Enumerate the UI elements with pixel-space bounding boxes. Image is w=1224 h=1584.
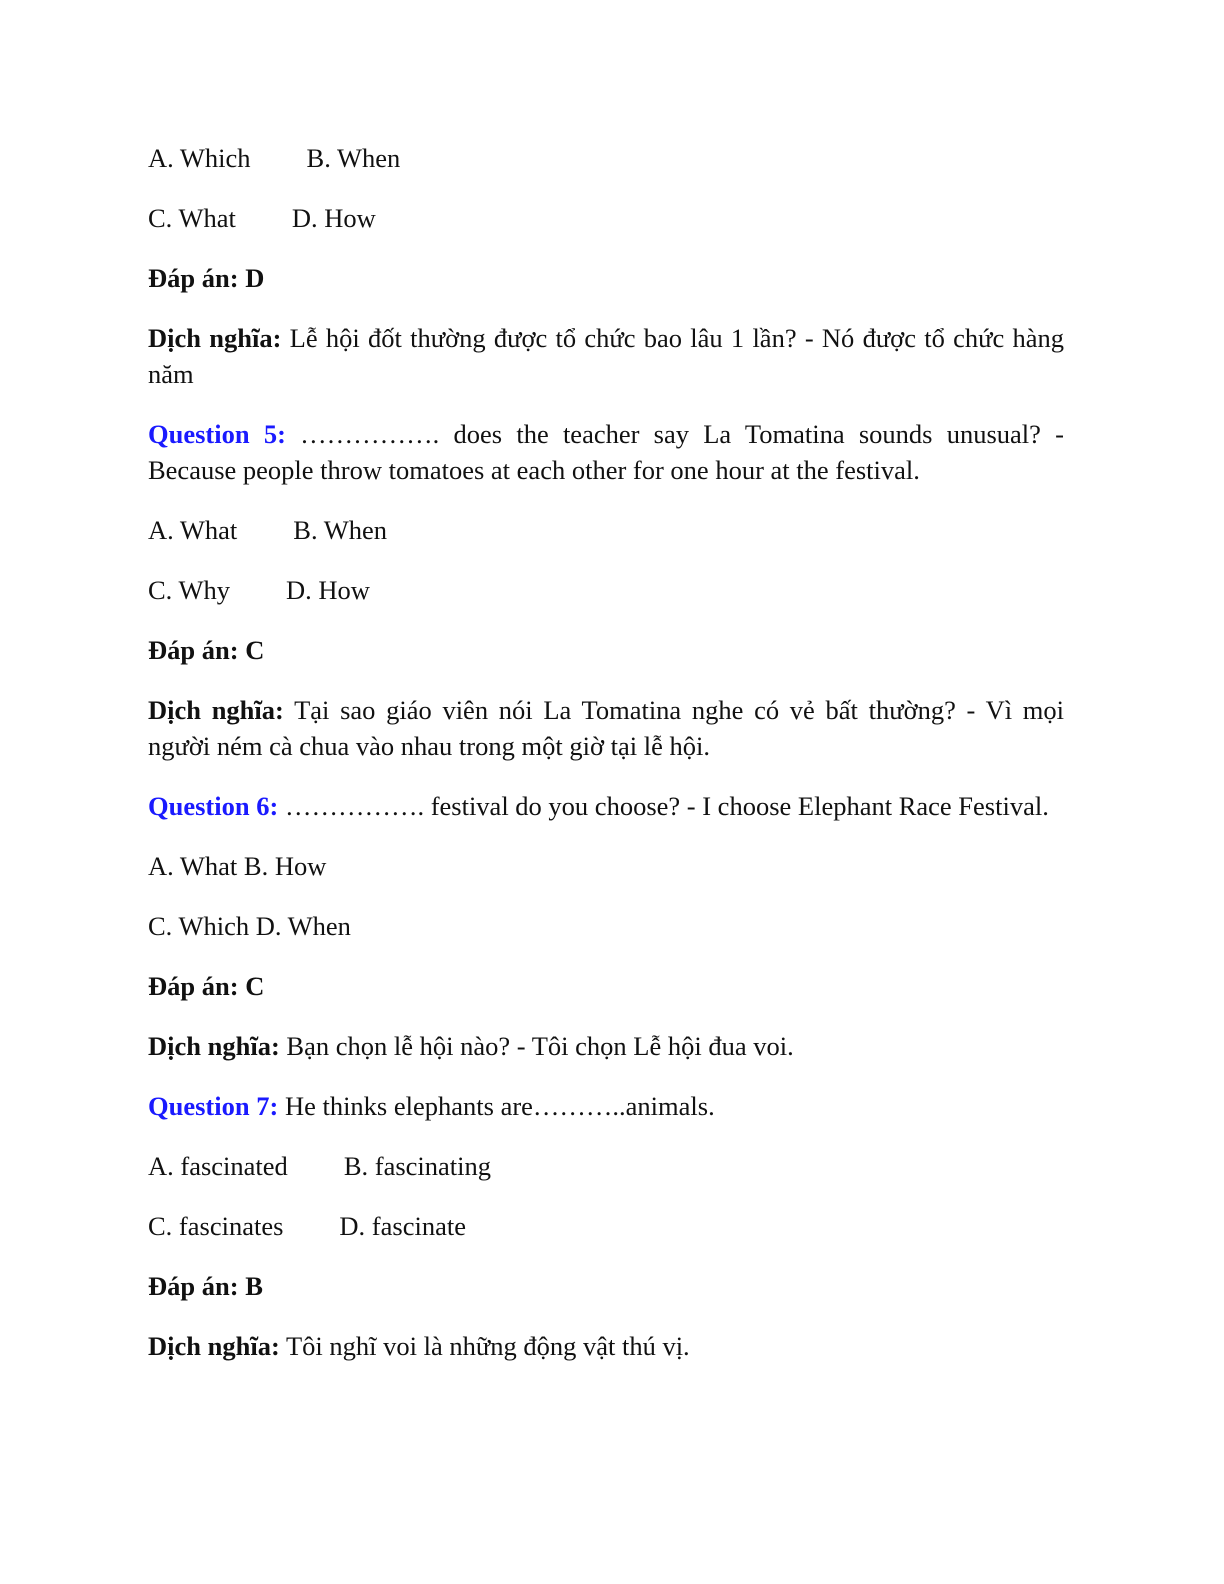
document-page — [148, 140, 1064, 1388]
q7-options-row-1 — [148, 1148, 1064, 1184]
q4-options-row-1 — [148, 140, 1064, 176]
q7-translation — [148, 1328, 1064, 1364]
q5-options-row-2 — [148, 572, 1064, 608]
q5-label: Question 5: — [148, 419, 286, 449]
q4-answer: Đáp án: D — [148, 263, 265, 293]
q7-answer: Đáp án: B — [148, 1271, 263, 1301]
q5-option-a: A. What — [148, 515, 238, 545]
q6-options-row-1: A. What B. How — [148, 851, 327, 881]
q4-options-row-2 — [148, 200, 1064, 236]
q4-translation-text: Lễ hội đốt thường được tổ chức bao lâu 1 lần? - Nó được tổ chức hàng năm — [148, 323, 1064, 389]
q4-option-d: D. How — [291, 203, 376, 233]
q7-label: Question 7: — [148, 1091, 279, 1121]
q7-options-row-2 — [148, 1208, 1064, 1244]
q5-text: ……………. does the teacher say La Tomatina sounds unusual? - Because people throw tomatoes at each other for one hour at the festival. — [148, 419, 1064, 485]
q6-answer: Đáp án: C — [148, 971, 265, 1001]
q5-option-d: D. How — [285, 575, 370, 605]
q5-option-c: C. Why — [148, 575, 230, 605]
q6-translation-label: Dịch nghĩa: — [148, 1031, 280, 1061]
q6-text: ……………. festival do you choose? - I choose Elephant Race Festival. — [278, 791, 1049, 821]
q6-translation-text: Bạn chọn lễ hội nào? - Tôi chọn Lễ hội đua voi. — [279, 1031, 794, 1061]
q4-option-b: B. When — [306, 143, 401, 173]
q4-translation — [148, 320, 1064, 392]
q5-option-b: B. When — [293, 515, 388, 545]
q6-options-row-2: C. Which D. When — [148, 911, 351, 941]
q4-option-a: A. Which — [148, 143, 251, 173]
q5-options-row-1 — [148, 512, 1064, 548]
q7-translation-label: Dịch nghĩa: — [148, 1331, 280, 1361]
q7-option-b: B. fascinating — [343, 1151, 491, 1181]
q5-answer: Đáp án: C — [148, 635, 265, 665]
q5-question — [148, 416, 1064, 488]
q7-option-d: D. fascinate — [339, 1211, 466, 1241]
q5-translation — [148, 692, 1064, 764]
q4-option-c: C. What — [148, 203, 236, 233]
q7-option-c: C. fascinates — [148, 1211, 284, 1241]
q5-translation-label: Dịch nghĩa: — [148, 695, 284, 725]
q7-option-a: A. fascinated — [148, 1151, 288, 1181]
q7-translation-text: Tôi nghĩ voi là những động vật thú vị. — [279, 1331, 690, 1361]
q7-text: He thinks elephants are………..animals. — [278, 1091, 715, 1121]
q6-translation — [148, 1028, 1064, 1064]
q5-translation-text: Tại sao giáo viên nói La Tomatina nghe có vẻ bất thường? - Vì mọi người ném cà chua vào nhau trong một giờ tại lễ hội. — [148, 695, 1065, 761]
q4-translation-label: Dịch nghĩa: — [148, 323, 282, 353]
q6-label: Question 6: — [148, 791, 279, 821]
q6-question — [148, 788, 1064, 824]
q7-question — [148, 1088, 1064, 1124]
